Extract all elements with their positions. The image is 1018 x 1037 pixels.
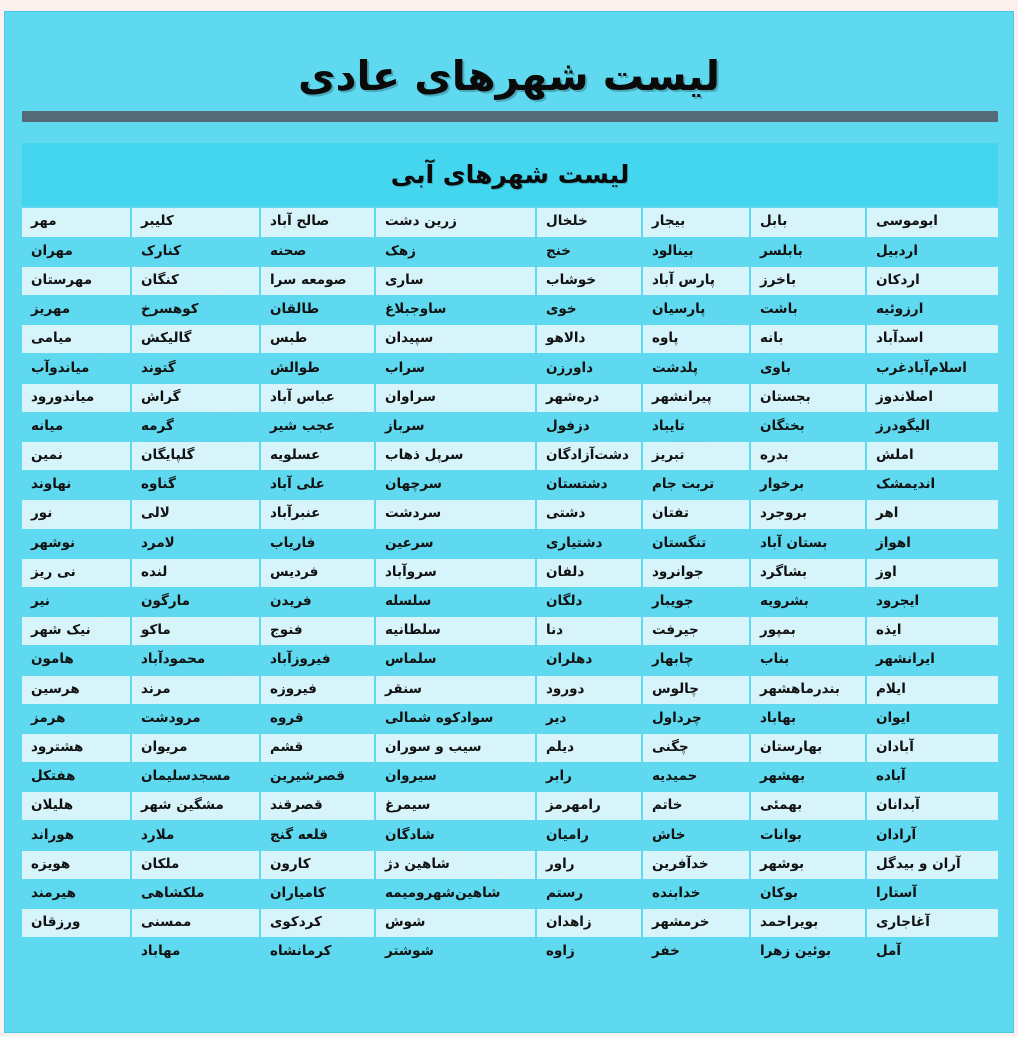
city-cell: خلخال [536, 208, 642, 237]
city-cell: تبریز [642, 442, 750, 471]
city-cell: سپیدان [375, 325, 536, 354]
city-cell: صالح آباد [260, 208, 375, 237]
city-cell: ممسنی [131, 909, 260, 938]
city-cell: کوهسرخ [131, 296, 260, 325]
city-cell: سیب و سوران [375, 733, 536, 762]
page-title: لیست شهرهای عادی [297, 52, 721, 101]
city-cell: آباده [866, 763, 998, 792]
city-cell: آرادان [866, 821, 998, 850]
city-cell: میاندوآب [22, 354, 131, 383]
city-cell: فاریاب [260, 529, 375, 558]
city-cell: داورزن [536, 354, 642, 383]
city-cell: ایجرود [866, 587, 998, 616]
city-cell: کردکوی [260, 909, 375, 938]
cities-table-wrapper [22, 208, 998, 967]
city-cell: زاوه [536, 938, 642, 967]
table-row [22, 733, 998, 762]
city-cell: سرعین [375, 529, 536, 558]
city-cell: دورود [536, 675, 642, 704]
table-row [22, 325, 998, 354]
city-cell: باوی [750, 354, 866, 383]
table-row [22, 763, 998, 792]
city-cell: لنده [131, 558, 260, 587]
city-cell: شوشتر [375, 938, 536, 967]
city-cell: ایرانشهر [866, 646, 998, 675]
city-cell: کامیاران [260, 879, 375, 908]
city-cell: طوالش [260, 354, 375, 383]
city-cell: جیرفت [642, 617, 750, 646]
city-cell: سرباز [375, 412, 536, 441]
city-cell: علی آباد [260, 471, 375, 500]
city-cell: بستان آباد [750, 529, 866, 558]
city-cell: خوی [536, 296, 642, 325]
city-cell: قصرقند [260, 792, 375, 821]
city-cell: گتوند [131, 354, 260, 383]
city-cell: گناوه [131, 471, 260, 500]
city-cell: سرپل ذهاب [375, 442, 536, 471]
table-row [22, 909, 998, 938]
cities-table-body [22, 208, 998, 967]
city-cell: اسدآباد [866, 325, 998, 354]
table-row [22, 558, 998, 587]
table-row [22, 821, 998, 850]
city-cell: مهر [22, 208, 131, 237]
table-row [22, 646, 998, 675]
city-cell: لامرد [131, 529, 260, 558]
city-cell: رامهرمز [536, 792, 642, 821]
city-cell: بدره [750, 442, 866, 471]
city-cell: رستم [536, 879, 642, 908]
city-cell: کرمانشاه [260, 938, 375, 967]
table-row [22, 237, 998, 266]
city-cell: سیروان [375, 763, 536, 792]
city-cell: بابلسر [750, 237, 866, 266]
city-cell: ملارد [131, 821, 260, 850]
city-cell: قصرشیرین [260, 763, 375, 792]
table-row [22, 442, 998, 471]
city-cell: نوشهر [22, 529, 131, 558]
city-cell: مهاباد [131, 938, 260, 967]
city-cell: طبس [260, 325, 375, 354]
city-cell: سلماس [375, 646, 536, 675]
city-cell: نیک شهر [22, 617, 131, 646]
city-cell: شاهین‌شهرومیمه [375, 879, 536, 908]
table-row [22, 208, 998, 237]
city-cell: قروه [260, 704, 375, 733]
city-cell: خرمشهر [642, 909, 750, 938]
city-cell: پارسیان [642, 296, 750, 325]
city-cell: کلیبر [131, 208, 260, 237]
table-row [22, 383, 998, 412]
city-cell: خاتم [642, 792, 750, 821]
city-cell [22, 938, 131, 967]
city-cell: چگنی [642, 733, 750, 762]
table-row [22, 296, 998, 325]
city-cell: میاندورود [22, 383, 131, 412]
table-row [22, 354, 998, 383]
city-cell: راور [536, 850, 642, 879]
city-cell: خدابنده [642, 879, 750, 908]
city-cell: بوشهر [750, 850, 866, 879]
table-row [22, 529, 998, 558]
city-cell: میامی [22, 325, 131, 354]
city-cell: طالقان [260, 296, 375, 325]
city-cell: ملکشاهی [131, 879, 260, 908]
table-row [22, 879, 998, 908]
city-cell: آستارا [866, 879, 998, 908]
city-cell: گرمه [131, 412, 260, 441]
city-cell: نمین [22, 442, 131, 471]
city-cell: بمپور [750, 617, 866, 646]
city-cell: جویبار [642, 587, 750, 616]
city-cell: بناب [750, 646, 866, 675]
city-cell: مهریز [22, 296, 131, 325]
city-cell: اردبیل [866, 237, 998, 266]
city-cell: کارون [260, 850, 375, 879]
city-cell: دیلم [536, 733, 642, 762]
city-cell: بانه [750, 325, 866, 354]
city-cell: ارزوئیه [866, 296, 998, 325]
city-cell: نی ریز [22, 558, 131, 587]
city-cell: ساری [375, 266, 536, 295]
title-divider [22, 111, 998, 122]
city-cell: تربت جام [642, 471, 750, 500]
table-row [22, 675, 998, 704]
city-cell: اسلام‌آبادغرب [866, 354, 998, 383]
city-cell: شوش [375, 909, 536, 938]
table-row [22, 412, 998, 441]
city-cell: سردشت [375, 500, 536, 529]
city-cell: عسلویه [260, 442, 375, 471]
city-cell: آمل [866, 938, 998, 967]
cities-table [22, 208, 998, 967]
city-cell: فنوج [260, 617, 375, 646]
city-cell: بویراحمد [750, 909, 866, 938]
city-cell: آبدانان [866, 792, 998, 821]
city-cell: ملکان [131, 850, 260, 879]
city-cell: پلدشت [642, 354, 750, 383]
city-cell: مریوان [131, 733, 260, 762]
city-cell: بندرماهشهر [750, 675, 866, 704]
city-cell: سرچهان [375, 471, 536, 500]
city-cell: زاهدان [536, 909, 642, 938]
city-cell: خنج [536, 237, 642, 266]
city-cell: دشت‌آزادگان [536, 442, 642, 471]
city-cell: هویزه [22, 850, 131, 879]
city-cell: چرداول [642, 704, 750, 733]
city-cell: دزفول [536, 412, 642, 441]
city-cell: گراش [131, 383, 260, 412]
city-cell: دیر [536, 704, 642, 733]
city-cell: دلفان [536, 558, 642, 587]
city-cell: بهارستان [750, 733, 866, 762]
city-cell: ورزقان [22, 909, 131, 938]
city-cell: هیرمند [22, 879, 131, 908]
city-cell: تایباد [642, 412, 750, 441]
city-cell: شاهین دژ [375, 850, 536, 879]
city-cell: بابل [750, 208, 866, 237]
city-cell: دلگان [536, 587, 642, 616]
city-cell: مهرستان [22, 266, 131, 295]
table-row [22, 617, 998, 646]
city-cell: هوراند [22, 821, 131, 850]
city-cell: خاش [642, 821, 750, 850]
city-cell: قلعه گنج [260, 821, 375, 850]
city-cell: دشتیاری [536, 529, 642, 558]
city-cell: آغاجاری [866, 909, 998, 938]
city-cell: بهاباد [750, 704, 866, 733]
city-cell: هامون [22, 646, 131, 675]
city-cell: سیمرغ [375, 792, 536, 821]
city-cell: سراب [375, 354, 536, 383]
city-cell: بینالود [642, 237, 750, 266]
city-cell: سراوان [375, 383, 536, 412]
city-cell: دشتی [536, 500, 642, 529]
city-cell: اردکان [866, 266, 998, 295]
city-cell: دنا [536, 617, 642, 646]
city-cell: خدآفرین [642, 850, 750, 879]
city-cell: زرین دشت [375, 208, 536, 237]
city-cell: ایذه [866, 617, 998, 646]
city-cell: تنگستان [642, 529, 750, 558]
city-cell: فردیس [260, 558, 375, 587]
city-cell: اندیمشک [866, 471, 998, 500]
city-cell: الیگودرز [866, 412, 998, 441]
city-cell: هلیلان [22, 792, 131, 821]
table-row [22, 850, 998, 879]
city-cell: ابوموسی [866, 208, 998, 237]
city-cell: بختگان [750, 412, 866, 441]
city-cell: سلطانیه [375, 617, 536, 646]
city-cell: فیروزآباد [260, 646, 375, 675]
table-row [22, 587, 998, 616]
city-cell: ایوان [866, 704, 998, 733]
city-cell: املش [866, 442, 998, 471]
city-cell: حمیدیه [642, 763, 750, 792]
city-cell: اوز [866, 558, 998, 587]
city-cell: میانه [22, 412, 131, 441]
city-cell: بوانات [750, 821, 866, 850]
city-cell: هرسین [22, 675, 131, 704]
city-cell: نور [22, 500, 131, 529]
city-cell: چالوس [642, 675, 750, 704]
city-cell: بهمئی [750, 792, 866, 821]
city-cell: بروجرد [750, 500, 866, 529]
cities-panel [4, 11, 1014, 1033]
city-cell: باشت [750, 296, 866, 325]
city-cell: شادگان [375, 821, 536, 850]
city-cell: تفتان [642, 500, 750, 529]
city-cell: بوکان [750, 879, 866, 908]
city-cell: دهلران [536, 646, 642, 675]
city-cell: کنارک [131, 237, 260, 266]
city-cell: پیرانشهر [642, 383, 750, 412]
table-row [22, 500, 998, 529]
city-cell: دره‌شهر [536, 383, 642, 412]
city-cell: نهاوند [22, 471, 131, 500]
city-cell: هرمز [22, 704, 131, 733]
city-cell: اهواز [866, 529, 998, 558]
city-cell: فریدن [260, 587, 375, 616]
city-cell: مسجدسلیمان [131, 763, 260, 792]
city-cell: صحنه [260, 237, 375, 266]
city-cell: بشرویه [750, 587, 866, 616]
city-cell: سلسله [375, 587, 536, 616]
city-cell: سوادکوه شمالی [375, 704, 536, 733]
city-cell: نیر [22, 587, 131, 616]
city-cell: مهران [22, 237, 131, 266]
city-cell: مرند [131, 675, 260, 704]
city-cell: هفتکل [22, 763, 131, 792]
city-cell: دالاهو [536, 325, 642, 354]
city-cell: عباس آباد [260, 383, 375, 412]
city-cell: عجب شیر [260, 412, 375, 441]
city-cell: بهشهر [750, 763, 866, 792]
table-row [22, 792, 998, 821]
table-row [22, 938, 998, 967]
city-cell: ایلام [866, 675, 998, 704]
subtitle-text: لیست شهرهای آبی [390, 160, 630, 189]
city-cell: باخرز [750, 266, 866, 295]
table-row [22, 266, 998, 295]
city-cell: کنگان [131, 266, 260, 295]
city-cell: برخوار [750, 471, 866, 500]
city-cell: رابر [536, 763, 642, 792]
city-cell: صومعه سرا [260, 266, 375, 295]
city-cell: محمودآباد [131, 646, 260, 675]
city-cell: چابهار [642, 646, 750, 675]
city-cell: لالی [131, 500, 260, 529]
city-cell: سنقر [375, 675, 536, 704]
city-cell: اهر [866, 500, 998, 529]
city-cell: بوئین زهرا [750, 938, 866, 967]
city-cell: جوانرود [642, 558, 750, 587]
city-cell: پارس آباد [642, 266, 750, 295]
city-cell: هشترود [22, 733, 131, 762]
city-cell: اصلاندوز [866, 383, 998, 412]
city-cell: مشگین شهر [131, 792, 260, 821]
city-cell: بجستان [750, 383, 866, 412]
table-row [22, 471, 998, 500]
city-cell: سروآباد [375, 558, 536, 587]
city-cell: زهک [375, 237, 536, 266]
city-cell: مرودشت [131, 704, 260, 733]
city-cell: فیروزه [260, 675, 375, 704]
city-cell: ساوجبلاغ [375, 296, 536, 325]
city-cell: آران و بیدگل [866, 850, 998, 879]
city-cell: گلپایگان [131, 442, 260, 471]
table-row [22, 704, 998, 733]
city-cell: پاوه [642, 325, 750, 354]
city-cell: بشاگرد [750, 558, 866, 587]
city-cell: ماکو [131, 617, 260, 646]
city-cell: خوشاب [536, 266, 642, 295]
city-cell: گالیکش [131, 325, 260, 354]
city-cell: دشتستان [536, 471, 642, 500]
city-cell: عنبرآباد [260, 500, 375, 529]
city-cell: مارگون [131, 587, 260, 616]
subtitle-band [22, 143, 998, 206]
city-cell: قشم [260, 733, 375, 762]
city-cell: آبادان [866, 733, 998, 762]
city-cell: بیجار [642, 208, 750, 237]
city-cell: رامیان [536, 821, 642, 850]
city-cell: خفر [642, 938, 750, 967]
